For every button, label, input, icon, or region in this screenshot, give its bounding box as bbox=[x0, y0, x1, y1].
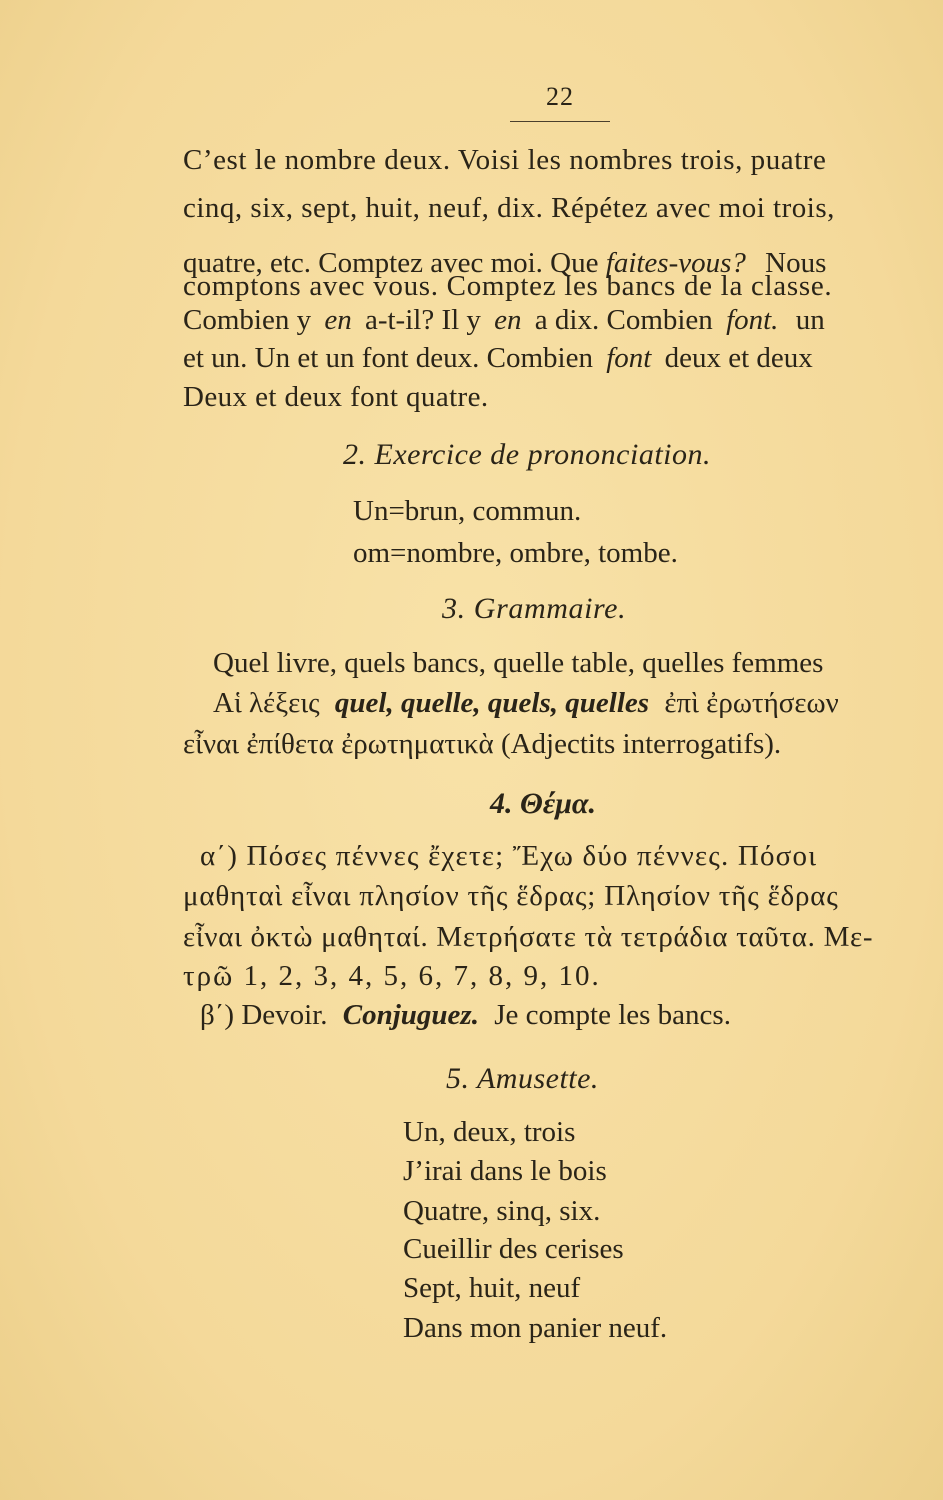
section4-line2: μαθηταὶ εἶναι πλησίον τῆς ἕδρας; Πλησίον τῆς ἕδρας bbox=[183, 880, 839, 912]
section5-line5: Sept, huit, neuf bbox=[403, 1272, 581, 1304]
section4-line5 bbox=[200, 1001, 731, 1030]
section5-heading: 5. Amusette. bbox=[446, 1062, 599, 1095]
section4-devoir: β΄) Devoir. bbox=[200, 999, 328, 1031]
section3-heading: 3. Grammaire. bbox=[442, 592, 627, 625]
section5-line2: J’irai dans le bois bbox=[403, 1155, 607, 1187]
paragraph1-nous: Nous bbox=[765, 247, 827, 279]
paragraph1-en-1: en bbox=[324, 304, 352, 336]
paragraph1-font-2: font bbox=[606, 342, 652, 374]
paragraph1-combien-y: Combien y bbox=[183, 304, 312, 336]
section3-line3: εἶναι ἐπίθετα ἐρωτηματικὰ (Adjectits interrogatifs). bbox=[183, 728, 782, 760]
paragraph1-line1: C’est le nombre deux. Voisi les nombres trois, puatre bbox=[183, 144, 827, 176]
paragraph1-deux-et-deux: deux et deux bbox=[664, 342, 813, 374]
paragraph1-line5 bbox=[183, 306, 825, 335]
section4-heading: 4. Θέμα. bbox=[490, 787, 596, 820]
page-number: 22 bbox=[546, 82, 574, 111]
section5-line3: Quatre, sinq, six. bbox=[403, 1195, 601, 1227]
paragraph1-faites-vous: faites-vous? bbox=[605, 247, 746, 279]
section4-line3: εἶναι ὀκτὼ μαθηταί. Μετρήσατε τὰ τετράδια ταῦτα. Με- bbox=[183, 921, 874, 953]
paragraph1-a-t-il: a-t-il? Il y bbox=[364, 304, 481, 336]
section3-line1: Quel livre, quels bancs, quelle table, quelles femmes bbox=[213, 647, 824, 679]
paragraph1-line4: comptons avec vous. Comptez les bancs de la classe. bbox=[183, 270, 833, 302]
section5-line6: Dans mon panier neuf. bbox=[403, 1312, 668, 1344]
section3-interrogative-words: quel, quelle, quels, quelles bbox=[334, 687, 650, 719]
section4-line1: α΄) Πόσες πέννες ἔχετε; Ἔχω δύο πέννες. Πόσοι bbox=[200, 840, 818, 872]
paragraph1-et-un: et un. Un et un font deux. Combien bbox=[183, 342, 593, 374]
section2-heading: 2. Exercice de prononciation. bbox=[343, 438, 711, 471]
paragraph1-a-dix: a dix. Combien bbox=[534, 304, 713, 336]
paragraph1-line7: Deux et deux font quatre. bbox=[183, 381, 489, 413]
section4-conjuguez: Conjuguez. bbox=[342, 999, 479, 1031]
section5-line4: Cueillir des cerises bbox=[403, 1233, 624, 1265]
paragraph1-line6 bbox=[183, 344, 813, 373]
paragraph1-line2: cinq, six, sept, huit, neuf, dix. Répétez avec moi trois, bbox=[183, 192, 835, 224]
paragraph1-line3-text: quatre, etc. Comptez avec moi. Que bbox=[183, 247, 599, 279]
paragraph1-en-2: en bbox=[494, 304, 522, 336]
paragraph1-un: un bbox=[795, 304, 825, 336]
section3-lexeis: Αἱ λέξεις bbox=[213, 687, 320, 719]
paragraph1-font-1: font. bbox=[726, 304, 779, 336]
page-number-rule bbox=[510, 121, 610, 122]
section3-line2 bbox=[213, 689, 839, 718]
section2-line2: om=nombre, ombre, tombe. bbox=[353, 537, 678, 569]
section4-line4: τρῶ 1, 2, 3, 4, 5, 6, 7, 8, 9, 10. bbox=[183, 960, 601, 992]
section3-erotiseon: ἐπὶ ἐρωτήσεων bbox=[664, 687, 839, 719]
section2-line1: Un=brun, commun. bbox=[353, 495, 582, 527]
section4-je-compte: Je compte les bancs. bbox=[494, 999, 731, 1031]
section5-line1: Un, deux, trois bbox=[403, 1116, 576, 1148]
